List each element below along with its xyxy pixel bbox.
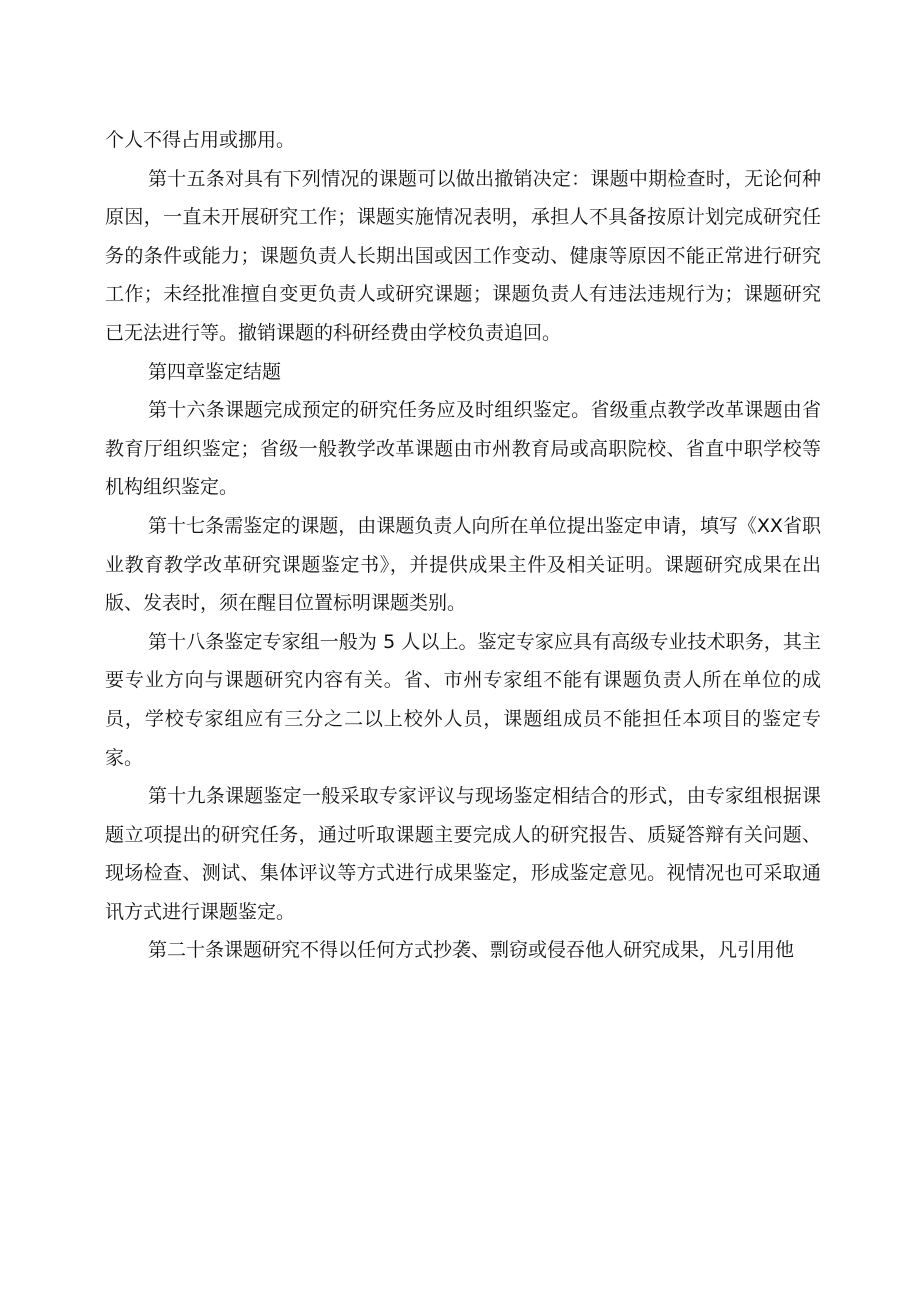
article-17-paragraph: 第十七条需鉴定的课题，由课题负责人向所在单位提出鉴定申请，填写《XX省职业教育教学改革研究课题鉴定书》，并提供成果主件及相关证明。课题研究成果在出版、发表时，须在醒目位置标明课题类别。: [105, 514, 821, 615]
paragraph-continuation: 个人不得占用或挪用。: [105, 129, 296, 151]
article-20-paragraph: 第二十条课题研究不得以任何方式抄袭、剽窃或侵吞他人研究成果，凡引用他: [148, 939, 795, 962]
article-16-paragraph: 第十六条课题完成预定的研究任务应及时组织鉴定。省级重点教学改革课题由省教育厅组织鉴定；省级一般教学改革课题由市州教育局或高职院校、省直中职学校等机构组织鉴定。: [105, 399, 821, 499]
document-body: [105, 121, 821, 970]
chapter-4-heading: 第四章鉴定结题: [148, 360, 282, 383]
article-19-paragraph: 第十九条课题鉴定一般采取专家评议与现场鉴定相结合的形式，由专家组根据课题立项提出的研究任务，通过听取课题主要完成人的研究报告、质疑答辩有关问题、现场检查、测试、集体评议等方式进行成果鉴定，形成鉴定意见。视情况也可采取通讯方式进行课题鉴定。: [105, 785, 821, 923]
article-15-paragraph: 第十五条对具有下列情况的课题可以做出撤销决定：课题中期检查时，无论何种原因，一直未开展研究工作；课题实施情况表明，承担人不具备按原计划完成研究任务的条件或能力；课题负责人长期出国或因工作变动、健康等原因不能正常进行研究工作；未经批准擅自变更负责人或研究课题；课题负责人有违法违规行为；课题研究已无法进行等。撤销课题的科研经费由学校负责追回。: [105, 167, 821, 344]
article-18-paragraph: 第十八条鉴定专家组一般为 5 人以上。鉴定专家应具有高级专业技术职务，其主要专业方向与课题研究内容有关。省、市州专家组不能有课题负责人所在单位的成员，学校专家组应有三分之二以上校外人员，课题组成员不能担任本项目的鉴定专家。: [105, 630, 821, 769]
